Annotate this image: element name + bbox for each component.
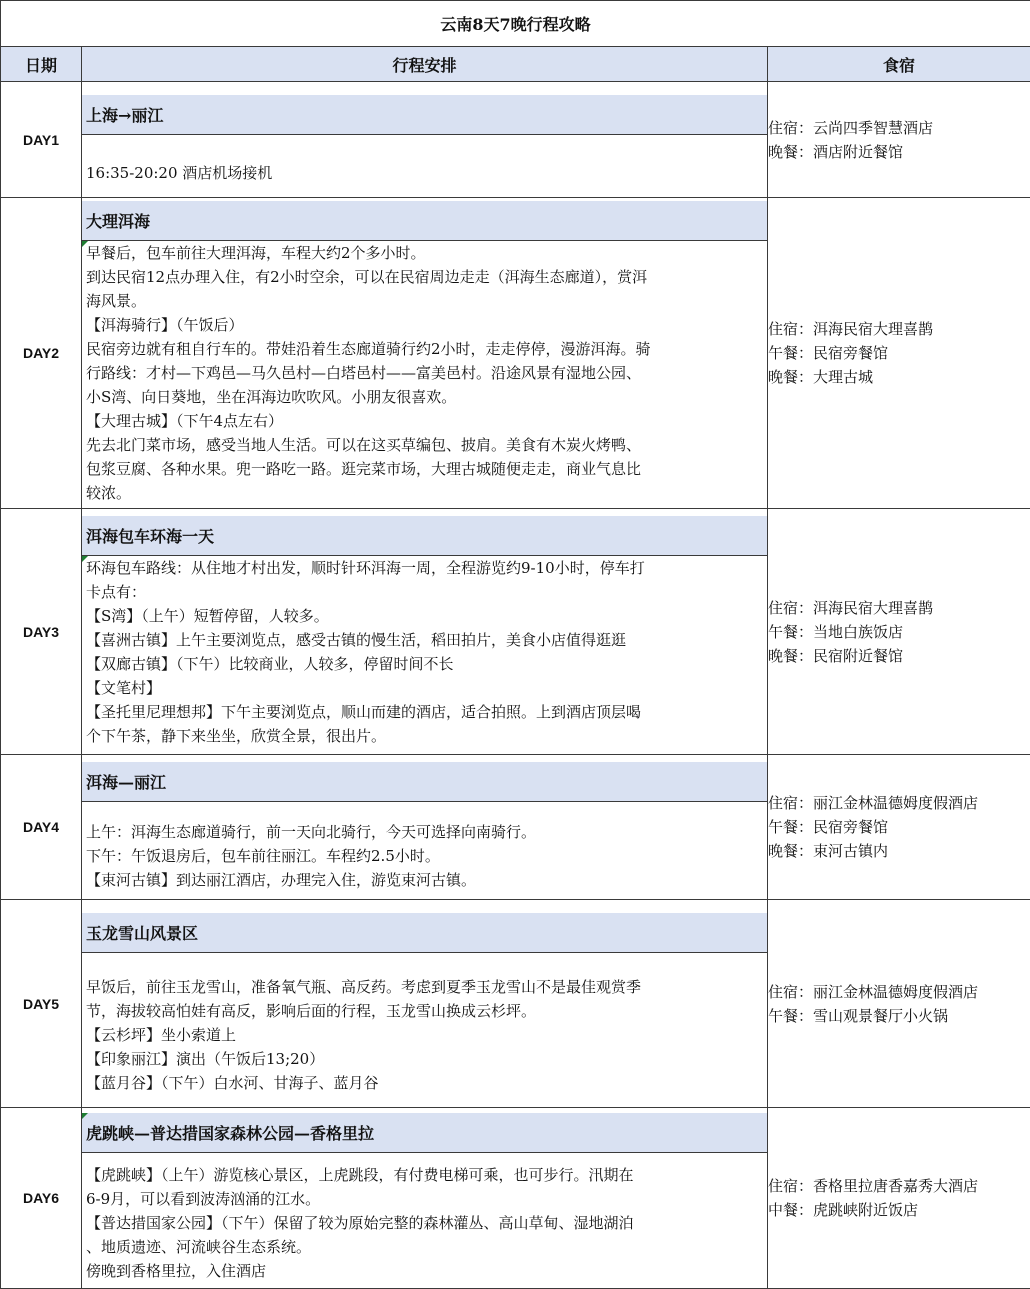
plan-line: 下午：午饭退房后，包车前往丽江。车程约2.5小时。 <box>86 844 763 868</box>
day-row <box>1 509 1030 755</box>
lodging-line: 中餐：虎跳峡附近饭店 <box>768 1198 1030 1222</box>
lodging-line: 住宿：云尚四季智慧酒店 <box>768 116 1030 140</box>
day-label: DAY3 <box>1 509 82 755</box>
plan-line: 【洱海骑行】（午饭后） <box>86 313 763 337</box>
lodging-line: 午餐：雪山观景餐厅小火锅 <box>768 1004 1030 1028</box>
plan-line: 上午：洱海生态廊道骑行，前一天向北骑行，今天可选择向南骑行。 <box>86 820 763 844</box>
lodging-line: 晚餐：民宿附近餐馆 <box>768 644 1030 668</box>
lodging-cell <box>768 198 1030 509</box>
lodging-line: 住宿：洱海民宿大理喜鹊 <box>768 317 1030 341</box>
plan-line: 、地质遗迹、河流峡谷生态系统。 <box>86 1235 763 1259</box>
plan-line: 早饭后，前往玉龙雪山，准备氧气瓶、高反药。考虑到夏季玉龙雪山不是最佳观赏季 <box>86 975 763 999</box>
route-title-row <box>82 1113 767 1153</box>
lodging-line: 住宿：香格里拉唐香嘉秀大酒店 <box>768 1174 1030 1198</box>
day-row <box>1 82 1030 198</box>
lodging-line: 住宿：丽江金林温德姆度假酒店 <box>768 980 1030 1004</box>
plan-body <box>82 802 767 892</box>
route-title: 洱海—丽江 <box>82 762 767 802</box>
day-label: DAY1 <box>1 82 82 198</box>
plan-line: 先去北门菜市场，感受当地人生活。可以在这买草编包、披肩。美食有木炭火烤鸭、 <box>86 433 763 457</box>
table-title: 云南8天7晚行程攻略 <box>1 1 1030 47</box>
day-label: DAY4 <box>1 755 82 900</box>
lodging-line: 住宿：丽江金林温德姆度假酒店 <box>768 791 1030 815</box>
plan-cell <box>82 755 768 900</box>
plan-body <box>82 135 767 185</box>
plan-cell <box>82 900 768 1108</box>
plan-line: 16:35-20:20 酒店机场接机 <box>86 161 763 185</box>
plan-line: 【喜洲古镇】上午主要浏览点，感受古镇的慢生活，稻田拍片，美食小店值得逛逛 <box>86 628 763 652</box>
lodging-line: 住宿：洱海民宿大理喜鹊 <box>768 596 1030 620</box>
title-row <box>1 1 1030 47</box>
plan-line: 傍晚到香格里拉，入住酒店 <box>86 1259 763 1283</box>
plan-line: 【文笔村】 <box>86 676 763 700</box>
day-label: DAY5 <box>1 900 82 1108</box>
lodging-cell <box>768 82 1030 198</box>
route-title: 虎跳峡—普达措国家森林公园—香格里拉 <box>86 1121 374 1144</box>
plan-line: 海风景。 <box>86 289 763 313</box>
plan-line: 到达民宿12点办理入住，有2小时空余，可以在民宿周边走走（洱海生态廊道），赏洱 <box>86 265 763 289</box>
plan-cell <box>82 198 768 509</box>
plan-line: 较浓。 <box>86 481 763 505</box>
lodging-line: 午餐：当地白族饭店 <box>768 620 1030 644</box>
lodging-cell <box>768 755 1030 900</box>
lodging-line: 晚餐：大理古城 <box>768 365 1030 389</box>
route-title: 洱海包车环海一天 <box>82 516 767 556</box>
day-label: DAY6 <box>1 1108 82 1289</box>
lodging-line: 午餐：民宿旁餐馆 <box>768 341 1030 365</box>
comment-marker-icon <box>82 556 88 562</box>
plan-line: 包浆豆腐、各种水果。兜一路吃一路。逛完菜市场，大理古城随便走走，商业气息比 <box>86 457 763 481</box>
comment-marker-icon <box>82 1113 88 1119</box>
plan-line: 行路线：才村—下鸡邑—马久邑村—白塔邑村——富美邑村。沿途风景有湿地公园、 <box>86 361 763 385</box>
plan-line: 【束河古镇】到达丽江酒店，办理完入住，游览束河古镇。 <box>86 868 763 892</box>
plan-line: 【双廊古镇】（下午）比较商业，人较多，停留时间不长 <box>86 652 763 676</box>
day-row <box>1 198 1030 509</box>
header-row <box>1 47 1030 82</box>
lodging-line: 晚餐：酒店附近餐馆 <box>768 140 1030 164</box>
plan-cell <box>82 509 768 755</box>
plan-body <box>82 953 767 1095</box>
plan-cell <box>82 82 768 198</box>
plan-line: 民宿旁边就有租自行车的。带娃沿着生态廊道骑行约2小时，走走停停，漫游洱海。骑 <box>86 337 763 361</box>
day-row <box>1 1108 1030 1289</box>
plan-body <box>82 241 767 505</box>
header-lodging: 食宿 <box>768 47 1030 82</box>
plan-line: 【印象丽江】演出（午饭后13;20） <box>86 1047 763 1071</box>
plan-line: 【云杉坪】坐小索道上 <box>86 1023 763 1047</box>
lodging-cell <box>768 900 1030 1108</box>
plan-body <box>82 556 767 748</box>
route-title: 大理洱海 <box>82 201 767 241</box>
plan-line: 小S湾、向日葵地，坐在洱海边吹吹风。小朋友很喜欢。 <box>86 385 763 409</box>
header-plan: 行程安排 <box>82 47 768 82</box>
plan-line: 【虎跳峡】（上午）游览核心景区，上虎跳段，有付费电梯可乘，也可步行。汛期在 <box>86 1163 763 1187</box>
plan-line: 【蓝月谷】（下午）白水河、甘海子、蓝月谷 <box>86 1071 763 1095</box>
plan-line: 个下午茶，静下来坐坐，欣赏全景，很出片。 <box>86 724 763 748</box>
plan-line: 节，海拔较高怕娃有高反，影响后面的行程，玉龙雪山换成云杉坪。 <box>86 999 763 1023</box>
plan-line: 【大理古城】（下午4点左右） <box>86 409 763 433</box>
day-label: DAY2 <box>1 198 82 509</box>
lodging-cell <box>768 1108 1030 1289</box>
day-row <box>1 755 1030 900</box>
plan-line: 【普达措国家公园】（下午）保留了较为原始完整的森林灌丛、高山草甸、湿地湖泊 <box>86 1211 763 1235</box>
lodging-line: 晚餐：束河古镇内 <box>768 839 1030 863</box>
plan-line: 【圣托里尼理想邦】下午主要浏览点，顺山而建的酒店，适合拍照。上到酒店顶层喝 <box>86 700 763 724</box>
day-row <box>1 900 1030 1108</box>
route-title: 玉龙雪山风景区 <box>82 913 767 953</box>
plan-line: 环海包车路线：从住地才村出发，顺时针环洱海一周，全程游览约9-10小时，停车打 <box>86 556 763 580</box>
lodging-cell <box>768 509 1030 755</box>
header-date: 日期 <box>1 47 82 82</box>
plan-line: 【S湾】（上午）短暂停留，人较多。 <box>86 604 763 628</box>
plan-cell <box>82 1108 768 1289</box>
plan-body <box>82 1153 767 1283</box>
plan-line: 6-9月，可以看到波涛汹涌的江水。 <box>86 1187 763 1211</box>
comment-marker-icon <box>82 241 88 247</box>
route-title: 上海→丽江 <box>82 95 767 135</box>
plan-line: 早餐后，包车前往大理洱海，车程大约2个多小时。 <box>86 241 763 265</box>
plan-line: 卡点有： <box>86 580 763 604</box>
lodging-line: 午餐：民宿旁餐馆 <box>768 815 1030 839</box>
